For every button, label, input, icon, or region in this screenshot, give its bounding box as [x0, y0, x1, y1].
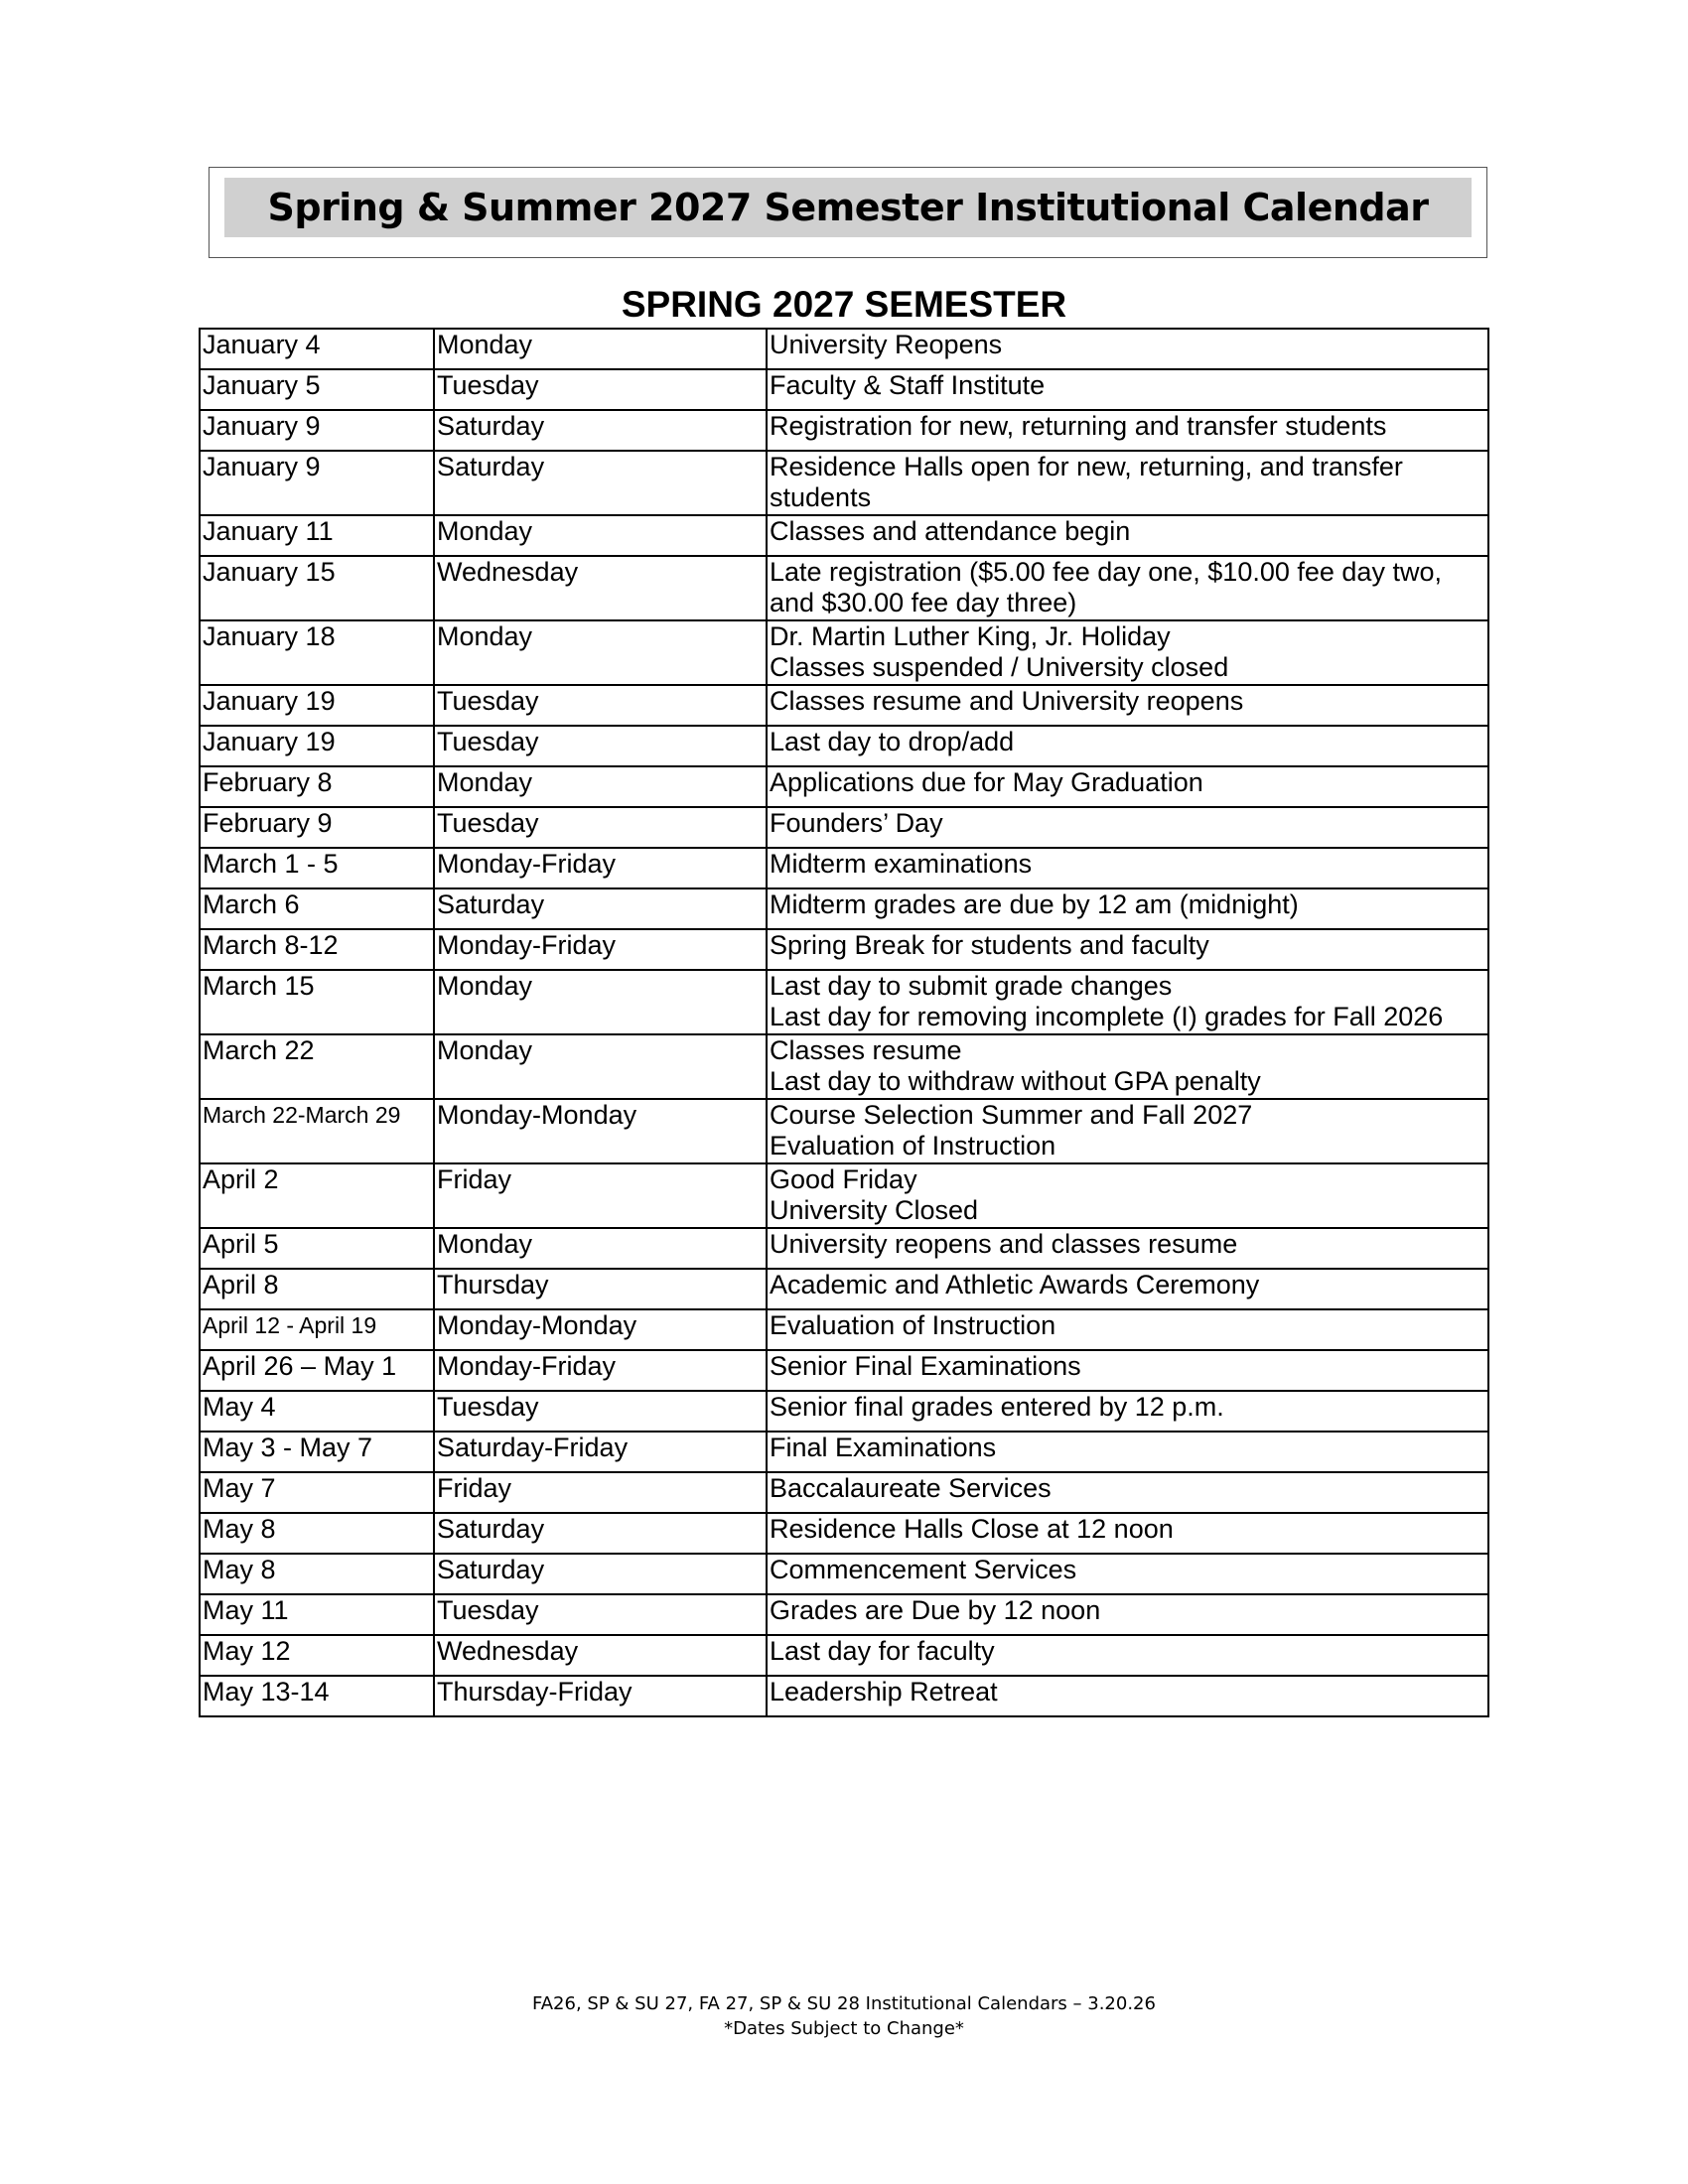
event-description: Leadership Retreat: [770, 1677, 998, 1706]
day-cell: Wednesday: [434, 556, 767, 620]
event-cell: [767, 766, 1488, 807]
table-row: [200, 1099, 1488, 1163]
event-description: Last day for faculty: [770, 1636, 995, 1666]
event-cell: [767, 929, 1488, 970]
event-description: Final Examinations: [770, 1433, 997, 1462]
date-cell: February 9: [200, 807, 434, 848]
date-cell: March 1 - 5: [200, 848, 434, 888]
event-description: Evaluation of Instruction: [770, 1131, 1056, 1160]
event-cell: [767, 807, 1488, 848]
event-description: Midterm examinations: [770, 849, 1033, 879]
day-cell: Saturday: [434, 1513, 767, 1554]
event-cell: [767, 1472, 1488, 1513]
event-cell: [767, 1513, 1488, 1554]
footer-revision-note: FA26, SP & SU 27, FA 27, SP & SU 28 Institutional Calendars – 3.20.26: [532, 1993, 1156, 2014]
date-cell: May 11: [200, 1594, 434, 1635]
date-cell: April 2: [200, 1163, 434, 1228]
date-cell: January 19: [200, 726, 434, 766]
date-cell: May 4: [200, 1391, 434, 1432]
event-cell: [767, 1034, 1488, 1099]
date-cell: January 11: [200, 515, 434, 556]
day-cell: Monday: [434, 620, 767, 685]
table-row: [200, 329, 1488, 369]
day-cell: Monday-Friday: [434, 929, 767, 970]
event-description: Last day to submit grade changes: [770, 971, 1173, 1001]
table-row: [200, 556, 1488, 620]
day-cell: Saturday: [434, 1554, 767, 1594]
day-cell: Monday: [434, 1228, 767, 1269]
event-cell: [767, 556, 1488, 620]
event-cell: [767, 620, 1488, 685]
day-cell: Monday-Friday: [434, 848, 767, 888]
table-row: [200, 1228, 1488, 1269]
event-cell: [767, 888, 1488, 929]
event-description: Academic and Athletic Awards Ceremony: [770, 1270, 1260, 1299]
date-cell: January 9: [200, 451, 434, 515]
event-cell: [767, 515, 1488, 556]
event-description: Senior Final Examinations: [770, 1351, 1081, 1381]
event-cell: [767, 848, 1488, 888]
table-row: [200, 807, 1488, 848]
table-row: [200, 1432, 1488, 1472]
day-cell: Thursday-Friday: [434, 1676, 767, 1716]
day-cell: Saturday: [434, 888, 767, 929]
event-cell: [767, 1554, 1488, 1594]
table-row: [200, 685, 1488, 726]
event-description: Residence Halls Close at 12 noon: [770, 1514, 1174, 1544]
event-description: Dr. Martin Luther King, Jr. Holiday: [770, 621, 1171, 651]
table-row: [200, 1635, 1488, 1676]
table-row: [200, 1034, 1488, 1099]
day-cell: Tuesday: [434, 1594, 767, 1635]
day-cell: Tuesday: [434, 1391, 767, 1432]
event-cell: [767, 1635, 1488, 1676]
table-row: [200, 515, 1488, 556]
event-cell: [767, 970, 1488, 1034]
event-cell: [767, 685, 1488, 726]
date-cell: January 18: [200, 620, 434, 685]
date-cell: May 7: [200, 1472, 434, 1513]
date-cell: May 13-14: [200, 1676, 434, 1716]
event-cell: [767, 410, 1488, 451]
event-cell: [767, 1594, 1488, 1635]
table-row: [200, 620, 1488, 685]
event-description: Last day for removing incomplete (I) grades for Fall 2026: [770, 1002, 1444, 1031]
event-description: University Reopens: [770, 330, 1003, 359]
table-row: [200, 848, 1488, 888]
day-cell: Thursday: [434, 1269, 767, 1309]
calendar-table: [199, 328, 1489, 1717]
date-cell: January 9: [200, 410, 434, 451]
table-row: [200, 1391, 1488, 1432]
day-cell: Monday: [434, 515, 767, 556]
day-cell: Friday: [434, 1163, 767, 1228]
date-cell: January 15: [200, 556, 434, 620]
event-description: Last day to drop/add: [770, 727, 1015, 756]
date-cell: May 3 - May 7: [200, 1432, 434, 1472]
date-cell: February 8: [200, 766, 434, 807]
day-cell: Friday: [434, 1472, 767, 1513]
event-cell: [767, 1350, 1488, 1391]
date-cell: April 26 – May 1: [200, 1350, 434, 1391]
event-cell: [767, 329, 1488, 369]
footer-disclaimer: *Dates Subject to Change*: [724, 2018, 964, 2039]
event-description: Course Selection Summer and Fall 2027: [770, 1100, 1253, 1130]
table-row: [200, 369, 1488, 410]
day-cell: Tuesday: [434, 807, 767, 848]
table-row: [200, 1309, 1488, 1350]
day-cell: Monday: [434, 1034, 767, 1099]
date-cell: March 15: [200, 970, 434, 1034]
day-cell: Monday: [434, 766, 767, 807]
event-cell: [767, 1163, 1488, 1228]
event-description: Midterm grades are due by 12 am (midnight): [770, 889, 1299, 919]
table-row: [200, 1163, 1488, 1228]
table-row: [200, 1472, 1488, 1513]
event-description: Residence Halls open for new, returning, and transfer: [770, 452, 1403, 481]
date-cell: April 8: [200, 1269, 434, 1309]
event-description: Grades are Due by 12 noon: [770, 1595, 1101, 1625]
event-description: Faculty & Staff Institute: [770, 370, 1046, 400]
event-description: Classes and attendance begin: [770, 516, 1131, 546]
date-cell: January 5: [200, 369, 434, 410]
table-row: [200, 1554, 1488, 1594]
table-row: [200, 1676, 1488, 1716]
day-cell: Monday: [434, 329, 767, 369]
page-title: Spring & Summer 2027 Semester Institutional Calendar: [224, 178, 1472, 237]
event-cell: [767, 1099, 1488, 1163]
event-description: University reopens and classes resume: [770, 1229, 1238, 1259]
date-cell: May 8: [200, 1513, 434, 1554]
event-description: Good Friday: [770, 1164, 917, 1194]
event-cell: [767, 1269, 1488, 1309]
event-description: Applications due for May Graduation: [770, 767, 1203, 797]
table-row: [200, 726, 1488, 766]
day-cell: Tuesday: [434, 685, 767, 726]
event-description: students: [770, 482, 872, 512]
day-cell: Wednesday: [434, 1635, 767, 1676]
table-row: [200, 1350, 1488, 1391]
event-description: Registration for new, returning and transfer students: [770, 411, 1387, 441]
date-cell: March 22-March 29: [200, 1099, 434, 1163]
date-cell: May 12: [200, 1635, 434, 1676]
event-cell: [767, 451, 1488, 515]
event-description: Last day to withdraw without GPA penalty: [770, 1066, 1261, 1096]
event-cell: [767, 1391, 1488, 1432]
table-row: [200, 888, 1488, 929]
event-description: University Closed: [770, 1195, 979, 1225]
day-cell: Monday: [434, 970, 767, 1034]
event-description: Late registration ($5.00 fee day one, $10.00 fee day two,: [770, 557, 1442, 587]
day-cell: Saturday: [434, 451, 767, 515]
table-row: [200, 1269, 1488, 1309]
event-cell: [767, 1309, 1488, 1350]
event-description: Spring Break for students and faculty: [770, 930, 1209, 960]
event-cell: [767, 1676, 1488, 1716]
table-row: [200, 929, 1488, 970]
semester-heading: SPRING 2027 SEMESTER: [621, 284, 1067, 325]
table-row: [200, 410, 1488, 451]
event-description: Founders’ Day: [770, 808, 943, 838]
day-cell: Tuesday: [434, 369, 767, 410]
event-description: Classes resume: [770, 1035, 962, 1065]
date-cell: January 19: [200, 685, 434, 726]
day-cell: Saturday-Friday: [434, 1432, 767, 1472]
event-description: Evaluation of Instruction: [770, 1310, 1056, 1340]
title-box: [209, 167, 1487, 258]
event-cell: [767, 1228, 1488, 1269]
date-cell: March 22: [200, 1034, 434, 1099]
date-cell: April 12 - April 19: [200, 1309, 434, 1350]
day-cell: Tuesday: [434, 726, 767, 766]
table-row: [200, 766, 1488, 807]
date-cell: January 4: [200, 329, 434, 369]
date-cell: May 8: [200, 1554, 434, 1594]
event-description: Classes suspended / University closed: [770, 652, 1229, 682]
date-cell: April 5: [200, 1228, 434, 1269]
footer: [0, 1991, 1688, 2041]
table-row: [200, 970, 1488, 1034]
calendar-table-body: [200, 329, 1488, 1716]
day-cell: Monday-Monday: [434, 1309, 767, 1350]
day-cell: Saturday: [434, 410, 767, 451]
table-row: [200, 1513, 1488, 1554]
table-row: [200, 1594, 1488, 1635]
table-row: [200, 451, 1488, 515]
date-cell: March 6: [200, 888, 434, 929]
event-description: Senior final grades entered by 12 p.m.: [770, 1392, 1224, 1422]
event-description: Baccalaureate Services: [770, 1473, 1052, 1503]
date-cell: March 8-12: [200, 929, 434, 970]
event-cell: [767, 726, 1488, 766]
event-cell: [767, 369, 1488, 410]
day-cell: Monday-Friday: [434, 1350, 767, 1391]
event-cell: [767, 1432, 1488, 1472]
event-description: and $30.00 fee day three): [770, 588, 1077, 617]
event-description: Classes resume and University reopens: [770, 686, 1244, 716]
day-cell: Monday-Monday: [434, 1099, 767, 1163]
event-description: Commencement Services: [770, 1555, 1077, 1584]
